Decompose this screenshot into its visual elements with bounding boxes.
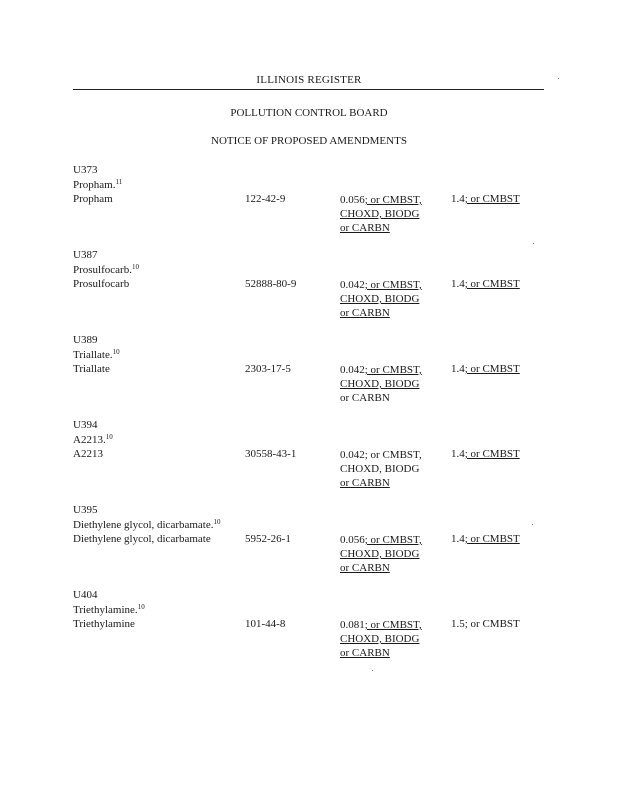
cas-number: 2303-17-5 [245,363,291,375]
waste-label [73,434,113,446]
scan-speck [372,670,373,671]
ww-line-1-rest: ; or CMBST, [364,449,422,461]
ww-line-1-rest: ; or CMBST, [364,534,422,546]
waste-label [73,604,145,616]
ww-value: 0.042 [340,449,365,461]
ww-line-3: or CARBN [340,392,390,404]
wastewater-standard [340,533,450,575]
waste-entry [0,589,618,679]
waste-entry [0,249,618,339]
waste-entry [0,334,618,424]
waste-code: U395 [73,504,98,516]
ww-line-1-rest: ; or CMBST, [364,364,422,376]
wastewater-standard [340,448,450,490]
waste-label [73,349,120,361]
waste-code: U387 [73,249,98,261]
waste-code: U373 [73,164,98,176]
footnote-ref: 11 [115,178,123,186]
nonwastewater-standard [451,533,520,545]
footnote-ref: 10 [112,348,120,356]
ww-value: 0.081 [340,619,365,631]
waste-label-text: Propham. [73,179,116,191]
ww-line-1-rest: ; or CMBST, [364,619,422,631]
scan-speck [532,524,533,525]
nww-value: 1.4 [451,533,465,545]
nww-rest: ; or CMBST [464,278,520,290]
nonwastewater-standard [451,448,520,460]
waste-code: U404 [73,589,98,601]
ww-line-1 [340,618,450,632]
footnote-ref: 10 [137,603,145,611]
nonwastewater-standard [451,618,520,630]
nww-value: 1.4 [451,193,465,205]
waste-label [73,264,139,276]
nonwastewater-standard [451,363,520,375]
ww-line-1-rest: ; or CMBST, [364,279,422,291]
ww-line-1 [340,533,450,547]
cas-number: 52888-80-9 [245,278,297,290]
ww-line-2: CHOXD, BIODG [340,378,420,390]
waste-code: U389 [73,334,98,346]
constituent-name: Triallate [73,363,110,375]
ww-value: 0.042 [340,279,365,291]
cas-number: 30558-43-1 [245,448,297,460]
nonwastewater-standard [451,278,520,290]
waste-label-text: Diethylene glycol, dicarbamate. [73,519,214,531]
waste-label-text: A2213. [73,434,106,446]
cas-number: 122-42-9 [245,193,286,205]
ww-value: 0.056 [340,534,365,546]
constituent-name: Propham [73,193,113,205]
cas-number: 101-44-8 [245,618,286,630]
waste-label-text: Prosulfocarb. [73,264,132,276]
ww-line-3: or CARBN [340,222,390,234]
nww-value: 1.4 [451,448,465,460]
cas-number: 5952-26-1 [245,533,291,545]
ww-line-2: CHOXD, BIODG [340,293,420,305]
nww-value: 1.5 [451,618,465,630]
constituent-name: Prosulfocarb [73,278,130,290]
ww-value: 0.042 [340,364,365,376]
waste-entry [0,419,618,509]
ww-line-1 [340,448,450,462]
wastewater-standard [340,193,450,235]
waste-label [73,179,122,191]
ww-line-1 [340,363,450,377]
waste-entry [0,164,618,254]
waste-code: U394 [73,419,98,431]
constituent-name: A2213 [73,448,103,460]
header-rule [73,89,544,90]
waste-label-text: Triallate. [73,349,113,361]
waste-label-text: Triethylamine. [73,604,138,616]
ww-line-2: CHOXD, BIODG [340,633,420,645]
nww-rest: ; or CMBST [464,618,520,630]
footnote-ref: 10 [131,263,139,271]
scan-speck [533,243,534,244]
notice-title: NOTICE OF PROPOSED AMENDMENTS [211,135,407,147]
nww-value: 1.4 [451,278,465,290]
ww-value: 0.056 [340,194,365,206]
ww-line-1 [340,278,450,292]
ww-line-1 [340,193,450,207]
nww-rest: ; or CMBST [464,533,520,545]
nww-rest: ; or CMBST [464,193,520,205]
ww-line-3: or CARBN [340,307,390,319]
wastewater-standard [340,363,450,405]
ww-line-2: CHOXD, BIODG [340,463,420,475]
register-title: ILLINOIS REGISTER [256,74,362,86]
constituent-name: Diethylene glycol, dicarbamate [73,533,211,545]
nww-rest: ; or CMBST [464,363,520,375]
footnote-ref: 10 [213,518,221,526]
ww-line-2: CHOXD, BIODG [340,548,420,560]
footnote-ref: 10 [105,433,113,441]
wastewater-standard [340,278,450,320]
board-name: POLLUTION CONTROL BOARD [230,107,388,119]
constituent-name: Triethylamine [73,618,135,630]
wastewater-standard [340,618,450,660]
nww-value: 1.4 [451,363,465,375]
ww-line-3: or CARBN [340,562,390,574]
waste-label [73,519,221,531]
waste-entry [0,504,618,594]
ww-line-3: or CARBN [340,477,390,489]
nonwastewater-standard [451,193,520,205]
ww-line-1-rest: ; or CMBST, [364,194,422,206]
ww-line-2: CHOXD, BIODG [340,208,420,220]
nww-rest: ; or CMBST [464,448,520,460]
ww-line-3: or CARBN [340,647,390,659]
scan-speck [558,78,559,79]
